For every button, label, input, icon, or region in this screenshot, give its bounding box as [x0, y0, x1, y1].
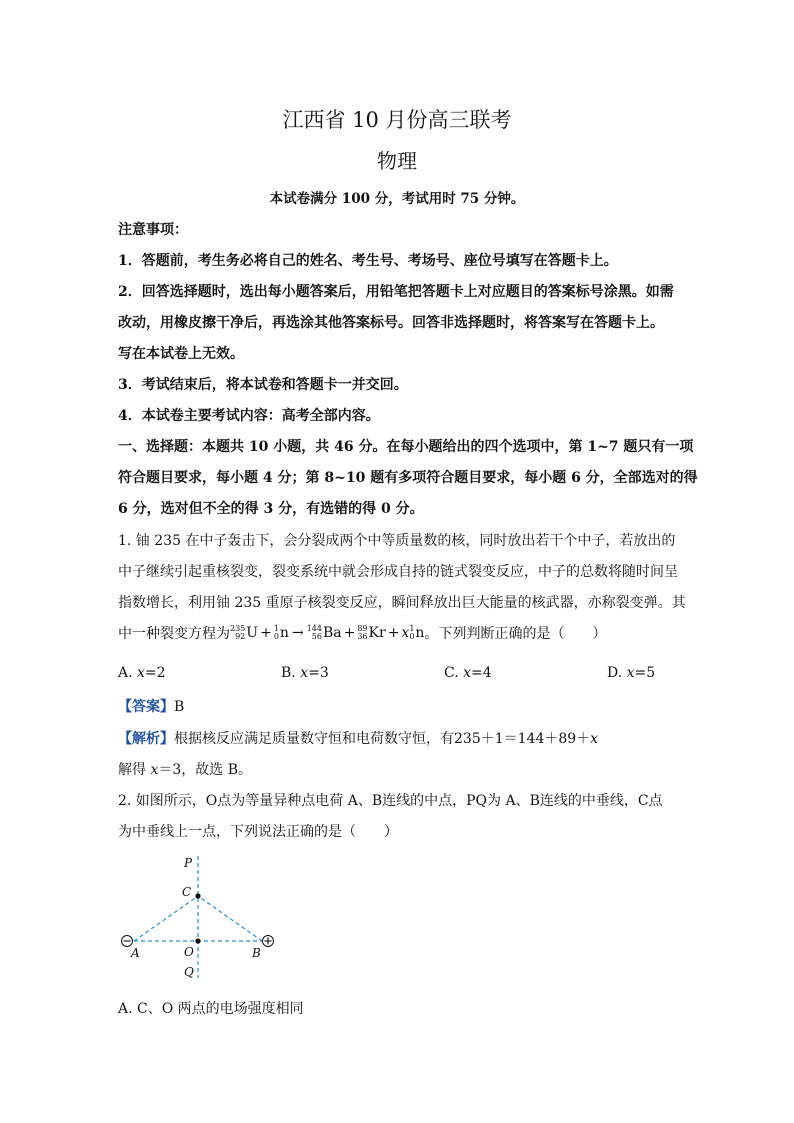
solve-prefix: 解得 [118, 762, 146, 778]
option-d: D. x=5 [607, 665, 656, 681]
krypton-symbol: Kr [368, 625, 386, 641]
barium-nuclide: 144 56 [306, 624, 322, 641]
equation-line [118, 623, 606, 643]
page-title: 江西省 10 月份高三联考 [282, 108, 512, 132]
note-item: 3．考试结束后，将本试卷和答题卡一并交回。 [118, 377, 408, 393]
equation-suffix: 。下列判断正确的是（ ） [424, 626, 607, 642]
question-text: 1. 铀 235 在中子轰击下，会分裂成两个中等质量数的核，同时放出若干个中子，若放出的 [118, 533, 676, 549]
note-item: 写在本试卷上无效。 [118, 346, 244, 362]
label-c: C [182, 885, 192, 899]
question-text: 指数增长，利用铀 235 重原子核裂变反应，瞬间释放出巨大能量的核武器，亦称裂变弹。其 [118, 595, 686, 611]
uranium-nuclide: 235 92 [230, 624, 246, 641]
equation-prefix: 中一种裂变方程为 [118, 626, 230, 642]
label-q: Q [184, 965, 194, 979]
plus-sign: + [260, 625, 272, 641]
neutron-symbol: n [279, 625, 289, 641]
point-c [195, 893, 200, 898]
note-item: 改动，用橡皮擦干净后，再选涂其他答案标号。回答非选择题时，将答案写在答题卡上。 [118, 315, 664, 331]
question-text: 为中垂线上一点，下列说法正确的是（ ） [118, 824, 398, 840]
uranium-symbol: U [246, 625, 259, 641]
option-c: C. x=4 [444, 665, 492, 681]
note-item: 1．答题前，考生务必将自己的姓名、考生号、考场号、座位号填写在答题卡上。 [118, 253, 618, 269]
label-a: A [131, 946, 140, 960]
answer-tag: 【答案】 [118, 699, 174, 715]
krypton-nuclide: 89 36 [357, 624, 368, 641]
neutron-nuclide: 1 0 [273, 624, 279, 641]
analysis-variable: x [590, 731, 599, 747]
label-p: P [184, 856, 193, 870]
label-b: B [252, 946, 261, 960]
unknown-x: x [401, 625, 410, 641]
section-instructions: 符合题目要求，每小题 4 分；第 8~10 题有多项符合题目要求，每小题 6 分，全部选对的得 [118, 470, 698, 486]
plus-sign: + [343, 625, 356, 641]
section-instructions: 6 分，选对但不全的得 3 分，有选错的得 0 分。 [118, 501, 424, 517]
neutron-nuclide: 1 0 [409, 624, 415, 641]
barium-symbol: Ba [322, 625, 342, 641]
charge-field-figure [112, 850, 292, 985]
notes-heading: 注意事项： [118, 222, 188, 238]
question-text: 2. 如图所示，O点为等量异种点电荷 A、B连线的中点，PQ为 A、B连线的中垂线，C点 [118, 793, 663, 809]
option-a: A. C、O 两点的电场强度相同 [118, 1001, 304, 1017]
answer-value: B [174, 699, 185, 715]
reaction-arrow: → [291, 625, 304, 641]
bc-line [198, 896, 262, 941]
note-item: 2．回答选择题时，选出每小题答案后，用铅笔把答题卡上对应题目的答案标号涂黑。如需 [118, 284, 674, 300]
exam-info: 本试卷满分 100 分，考试用时 75 分钟。 [269, 191, 525, 207]
analysis-equation: 235＋1＝144＋89＋ [454, 731, 591, 747]
solve-suffix: ＝3，故选 B。 [158, 762, 253, 778]
plus-sign: + [387, 625, 400, 641]
section-instructions: 一、选择题：本题共 10 小题，共 46 分。在每小题给出的四个选项中，第 1~7 题只有一项 [118, 439, 694, 455]
option-b: B. x=3 [281, 665, 329, 681]
option-a: A. x=2 [118, 665, 166, 681]
point-o [195, 938, 200, 943]
question-text: 中子继续引起重核裂变，裂变系统中就会形成自持的链式裂变反应，中子的总数将随时间呈 [118, 564, 678, 580]
ac-line [134, 896, 198, 941]
solve-variable: x [150, 762, 159, 778]
analysis-line [118, 728, 598, 748]
solve-line [118, 759, 252, 779]
neutron-symbol: n [415, 625, 425, 641]
analysis-tag: 【解析】 [118, 731, 174, 747]
label-o: O [184, 945, 194, 959]
answer-line [118, 696, 184, 716]
note-item: 4．本试卷主要考试内容：高考全部内容。 [118, 408, 380, 424]
subject-title: 物理 [377, 149, 417, 173]
analysis-text: 根据核反应满足质量数守恒和电荷数守恒，有 [174, 731, 454, 747]
